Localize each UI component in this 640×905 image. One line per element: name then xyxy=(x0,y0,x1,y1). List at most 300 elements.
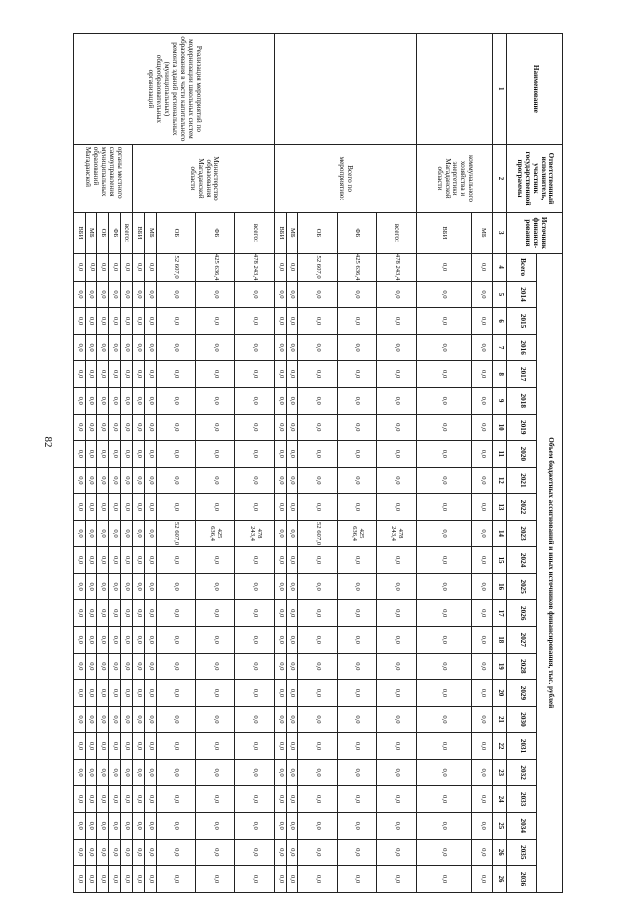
value-cell: 0,0 xyxy=(133,706,145,733)
value-cell: 0,0 xyxy=(156,759,195,786)
value-cell: 0,0 xyxy=(133,414,145,441)
value-cell: 0,0 xyxy=(337,812,376,839)
value-cell: 0,0 xyxy=(74,786,86,813)
value-cell: 0,0 xyxy=(156,627,195,654)
value-cell: 0,0 xyxy=(235,414,274,441)
value-cell: 0,0 xyxy=(133,627,145,654)
value-cell: 0,0 xyxy=(120,866,133,893)
value-cell: 0,0 xyxy=(120,281,133,308)
value-cell: 0,0 xyxy=(377,494,416,521)
value-cell: 0,0 xyxy=(133,547,145,574)
value-cell: 0,0 xyxy=(235,627,274,654)
value-cell: 0,0 xyxy=(109,441,121,468)
header-year: 2030 xyxy=(507,706,537,733)
value-cell: 0,0 xyxy=(472,759,493,786)
source-cell: ВБИ xyxy=(416,213,472,253)
value-cell: 0,0 xyxy=(109,361,121,388)
value-cell: 0,0 xyxy=(286,494,298,521)
value-cell: 0,0 xyxy=(235,308,274,335)
source-cell: ФБ xyxy=(337,213,376,253)
header-year: 2025 xyxy=(507,573,537,600)
total-cell: 0,0 xyxy=(85,253,97,281)
source-cell: ФБ xyxy=(109,213,121,253)
value-cell: 0,0 xyxy=(144,627,156,654)
value-cell: 0,0 xyxy=(416,308,472,335)
value-cell: 0,0 xyxy=(156,653,195,680)
value-cell: 0,0 xyxy=(133,653,145,680)
value-cell: 0,0 xyxy=(144,866,156,893)
index-cell: 15 xyxy=(493,547,507,574)
source-cell: всего: xyxy=(377,213,416,253)
value-cell: 0,0 xyxy=(196,281,235,308)
value-cell: 0,0 xyxy=(156,414,195,441)
value-cell: 0,0 xyxy=(74,494,86,521)
value-cell: 0,0 xyxy=(85,600,97,627)
value-cell: 0,0 xyxy=(133,308,145,335)
value-cell: 0,0 xyxy=(472,334,493,361)
header-year: 2033 xyxy=(507,786,537,813)
value-cell: 0,0 xyxy=(472,308,493,335)
value-cell: 0,0 xyxy=(109,733,121,760)
header-year: 2027 xyxy=(507,627,537,654)
value-cell: 0,0 xyxy=(274,812,286,839)
header-year: 2015 xyxy=(507,308,537,335)
index-cell: 5 xyxy=(493,281,507,308)
table-row xyxy=(235,34,274,893)
value-cell: 0,0 xyxy=(74,706,86,733)
value-cell: 0,0 xyxy=(235,494,274,521)
total-cell: 0,0 xyxy=(416,253,472,281)
value-cell: 0,0 xyxy=(156,812,195,839)
value-cell: 0,0 xyxy=(109,573,121,600)
value-cell: 0,0 xyxy=(472,467,493,494)
value-cell: 0,0 xyxy=(74,281,86,308)
value-cell: 0,0 xyxy=(97,467,109,494)
value-cell: 0,0 xyxy=(298,733,337,760)
header-year: 2028 xyxy=(507,653,537,680)
index-cell: 16 xyxy=(493,573,507,600)
value-cell: 0,0 xyxy=(274,653,286,680)
value-cell: 0,0 xyxy=(144,334,156,361)
value-cell: 0,0 xyxy=(416,786,472,813)
value-cell: 0,0 xyxy=(156,494,195,521)
value-cell: 0,0 xyxy=(85,759,97,786)
value-cell: 0,0 xyxy=(85,520,97,547)
value-cell: 0,0 xyxy=(286,759,298,786)
value-cell: 0,0 xyxy=(286,600,298,627)
value-cell: 0,0 xyxy=(472,547,493,574)
value-cell: 0,0 xyxy=(235,573,274,600)
value-cell: 0,0 xyxy=(298,547,337,574)
total-cell: 0,0 xyxy=(133,253,145,281)
value-cell: 0,0 xyxy=(85,839,97,866)
value-cell: 0,0 xyxy=(472,786,493,813)
value-cell: 0,0 xyxy=(337,733,376,760)
value-cell: 0,0 xyxy=(337,653,376,680)
value-cell: 0,0 xyxy=(144,441,156,468)
value-cell: 425 636,4 xyxy=(337,520,376,547)
value-cell: 478 243,4 xyxy=(235,520,274,547)
header-year: 2022 xyxy=(507,494,537,521)
value-cell: 0,0 xyxy=(109,387,121,414)
value-cell: 0,0 xyxy=(120,839,133,866)
value-cell: 52 607,0 xyxy=(156,520,195,547)
value-cell: 0,0 xyxy=(196,573,235,600)
value-cell: 0,0 xyxy=(416,733,472,760)
value-cell: 0,0 xyxy=(337,281,376,308)
source-cell: ВБИ xyxy=(274,213,286,253)
value-cell: 0,0 xyxy=(74,812,86,839)
header-year: 2031 xyxy=(507,733,537,760)
value-cell: 0,0 xyxy=(416,573,472,600)
value-cell: 0,0 xyxy=(120,520,133,547)
value-cell: 0,0 xyxy=(377,627,416,654)
value-cell: 0,0 xyxy=(97,441,109,468)
value-cell: 0,0 xyxy=(274,627,286,654)
total-cell: 478 243,4 xyxy=(377,253,416,281)
index-cell: 13 xyxy=(493,494,507,521)
value-cell: 0,0 xyxy=(74,627,86,654)
table-row xyxy=(120,34,133,893)
source-cell: всего: xyxy=(235,213,274,253)
value-cell: 0,0 xyxy=(144,759,156,786)
value-cell: 0,0 xyxy=(196,627,235,654)
value-cell: 0,0 xyxy=(133,494,145,521)
value-cell: 0,0 xyxy=(120,361,133,388)
program-name-cell xyxy=(274,34,416,145)
value-cell: 0,0 xyxy=(337,680,376,707)
value-cell: 0,0 xyxy=(377,839,416,866)
value-cell: 0,0 xyxy=(416,281,472,308)
value-cell: 0,0 xyxy=(144,839,156,866)
total-cell: 0,0 xyxy=(286,253,298,281)
value-cell: 0,0 xyxy=(472,494,493,521)
value-cell: 0,0 xyxy=(377,308,416,335)
value-cell: 425 636,4 xyxy=(196,520,235,547)
value-cell: 0,0 xyxy=(97,573,109,600)
value-cell: 0,0 xyxy=(298,680,337,707)
value-cell: 0,0 xyxy=(377,361,416,388)
value-cell: 0,0 xyxy=(97,866,109,893)
value-cell: 0,0 xyxy=(472,653,493,680)
rotated-table-container xyxy=(73,33,563,893)
value-cell: 0,0 xyxy=(298,281,337,308)
value-cell: 0,0 xyxy=(416,759,472,786)
value-cell: 52 607,0 xyxy=(298,520,337,547)
value-cell: 0,0 xyxy=(286,866,298,893)
header-volume: Объем бюджетных ассигнований и иных источников финансирования, тыс. рублей xyxy=(537,253,563,893)
value-cell: 0,0 xyxy=(377,680,416,707)
value-cell: 0,0 xyxy=(109,866,121,893)
value-cell: 0,0 xyxy=(337,334,376,361)
value-cell: 0,0 xyxy=(144,733,156,760)
source-cell: ОБ xyxy=(97,213,109,253)
value-cell: 0,0 xyxy=(74,600,86,627)
value-cell: 0,0 xyxy=(85,361,97,388)
value-cell: 0,0 xyxy=(97,680,109,707)
value-cell: 0,0 xyxy=(286,547,298,574)
total-cell: 0,0 xyxy=(144,253,156,281)
value-cell: 0,0 xyxy=(337,361,376,388)
value-cell: 0,0 xyxy=(144,414,156,441)
value-cell: 0,0 xyxy=(416,467,472,494)
value-cell: 0,0 xyxy=(235,334,274,361)
value-cell: 0,0 xyxy=(298,759,337,786)
value-cell: 0,0 xyxy=(416,812,472,839)
value-cell: 0,0 xyxy=(133,441,145,468)
value-cell: 0,0 xyxy=(286,839,298,866)
value-cell: 0,0 xyxy=(235,387,274,414)
value-cell: 0,0 xyxy=(235,866,274,893)
value-cell: 0,0 xyxy=(196,494,235,521)
value-cell: 0,0 xyxy=(97,334,109,361)
value-cell: 0,0 xyxy=(472,441,493,468)
value-cell: 0,0 xyxy=(286,281,298,308)
value-cell: 0,0 xyxy=(85,414,97,441)
value-cell: 0,0 xyxy=(74,441,86,468)
header-year: 2023 xyxy=(507,520,537,547)
value-cell: 0,0 xyxy=(274,866,286,893)
value-cell: 0,0 xyxy=(156,361,195,388)
value-cell: 0,0 xyxy=(472,812,493,839)
value-cell: 0,0 xyxy=(144,308,156,335)
value-cell: 0,0 xyxy=(97,547,109,574)
value-cell: 0,0 xyxy=(156,706,195,733)
value-cell: 0,0 xyxy=(97,308,109,335)
value-cell: 0,0 xyxy=(274,547,286,574)
value-cell: 0,0 xyxy=(337,494,376,521)
value-cell: 0,0 xyxy=(472,600,493,627)
value-cell: 0,0 xyxy=(156,441,195,468)
total-cell: 0,0 xyxy=(472,253,493,281)
total-cell: 0,0 xyxy=(97,253,109,281)
value-cell: 0,0 xyxy=(133,680,145,707)
value-cell: 0,0 xyxy=(97,812,109,839)
value-cell: 0,0 xyxy=(286,387,298,414)
value-cell: 0,0 xyxy=(85,387,97,414)
value-cell: 0,0 xyxy=(74,680,86,707)
total-cell: 0,0 xyxy=(74,253,86,281)
value-cell: 0,0 xyxy=(109,653,121,680)
value-cell: 0,0 xyxy=(377,786,416,813)
program-name-cell xyxy=(416,34,493,145)
value-cell: 0,0 xyxy=(337,786,376,813)
value-cell: 0,0 xyxy=(337,414,376,441)
total-cell: 425 636,4 xyxy=(196,253,235,281)
total-cell: 478 243,4 xyxy=(235,253,274,281)
source-cell: ФБ xyxy=(196,213,235,253)
value-cell: 0,0 xyxy=(97,627,109,654)
header-year: 2029 xyxy=(507,680,537,707)
value-cell: 0,0 xyxy=(377,467,416,494)
header-year: 2035 xyxy=(507,839,537,866)
value-cell: 0,0 xyxy=(298,414,337,441)
value-cell: 0,0 xyxy=(74,520,86,547)
value-cell: 0,0 xyxy=(235,733,274,760)
value-cell: 0,0 xyxy=(85,866,97,893)
value-cell: 0,0 xyxy=(196,334,235,361)
value-cell: 0,0 xyxy=(274,733,286,760)
value-cell: 0,0 xyxy=(286,361,298,388)
value-cell: 0,0 xyxy=(196,680,235,707)
executor-cell: Министерство образования Магаданской области xyxy=(133,144,275,212)
value-cell: 0,0 xyxy=(298,467,337,494)
value-cell: 0,0 xyxy=(85,786,97,813)
value-cell: 0,0 xyxy=(377,759,416,786)
value-cell: 0,0 xyxy=(109,786,121,813)
value-cell: 0,0 xyxy=(196,733,235,760)
value-cell: 0,0 xyxy=(156,573,195,600)
value-cell: 0,0 xyxy=(196,387,235,414)
value-cell: 0,0 xyxy=(85,441,97,468)
value-cell: 0,0 xyxy=(377,866,416,893)
value-cell: 0,0 xyxy=(472,573,493,600)
value-cell: 0,0 xyxy=(235,759,274,786)
value-cell: 0,0 xyxy=(472,680,493,707)
value-cell: 0,0 xyxy=(120,733,133,760)
value-cell: 0,0 xyxy=(337,547,376,574)
value-cell: 0,0 xyxy=(274,361,286,388)
value-cell: 0,0 xyxy=(235,547,274,574)
value-cell: 0,0 xyxy=(416,387,472,414)
value-cell: 0,0 xyxy=(286,520,298,547)
value-cell: 0,0 xyxy=(133,600,145,627)
value-cell: 0,0 xyxy=(377,733,416,760)
value-cell: 0,0 xyxy=(120,441,133,468)
value-cell: 0,0 xyxy=(416,627,472,654)
value-cell: 0,0 xyxy=(109,281,121,308)
value-cell: 0,0 xyxy=(235,281,274,308)
index-cell: 19 xyxy=(493,653,507,680)
total-cell: 52 607,0 xyxy=(298,253,337,281)
value-cell: 0,0 xyxy=(337,441,376,468)
value-cell: 0,0 xyxy=(196,441,235,468)
value-cell: 0,0 xyxy=(144,600,156,627)
value-cell: 0,0 xyxy=(286,414,298,441)
value-cell: 0,0 xyxy=(298,706,337,733)
value-cell: 0,0 xyxy=(85,547,97,574)
value-cell: 0,0 xyxy=(97,414,109,441)
value-cell: 0,0 xyxy=(472,866,493,893)
source-cell: ВБИ xyxy=(74,213,86,253)
value-cell: 0,0 xyxy=(298,627,337,654)
value-cell: 0,0 xyxy=(377,812,416,839)
value-cell: 0,0 xyxy=(377,334,416,361)
index-cell: 26 xyxy=(493,866,507,893)
value-cell: 0,0 xyxy=(196,467,235,494)
value-cell: 0,0 xyxy=(472,839,493,866)
value-cell: 0,0 xyxy=(120,308,133,335)
value-cell: 0,0 xyxy=(416,441,472,468)
value-cell: 478 243,4 xyxy=(377,520,416,547)
value-cell: 0,0 xyxy=(235,786,274,813)
value-cell: 0,0 xyxy=(120,414,133,441)
value-cell: 0,0 xyxy=(337,573,376,600)
value-cell: 0,0 xyxy=(196,653,235,680)
value-cell: 0,0 xyxy=(286,467,298,494)
value-cell: 0,0 xyxy=(377,600,416,627)
value-cell: 0,0 xyxy=(274,441,286,468)
value-cell: 0,0 xyxy=(97,653,109,680)
source-cell: МБ xyxy=(144,213,156,253)
value-cell: 0,0 xyxy=(286,653,298,680)
value-cell: 0,0 xyxy=(133,520,145,547)
value-cell: 0,0 xyxy=(235,706,274,733)
value-cell: 0,0 xyxy=(133,786,145,813)
value-cell: 0,0 xyxy=(416,839,472,866)
value-cell: 0,0 xyxy=(144,573,156,600)
value-cell: 0,0 xyxy=(109,334,121,361)
value-cell: 0,0 xyxy=(109,839,121,866)
value-cell: 0,0 xyxy=(472,627,493,654)
index-cell: 1 xyxy=(493,34,507,145)
value-cell: 0,0 xyxy=(156,786,195,813)
value-cell: 0,0 xyxy=(416,414,472,441)
value-cell: 0,0 xyxy=(120,334,133,361)
value-cell: 0,0 xyxy=(472,361,493,388)
value-cell: 0,0 xyxy=(74,759,86,786)
value-cell: 0,0 xyxy=(416,361,472,388)
index-cell: 22 xyxy=(493,733,507,760)
value-cell: 0,0 xyxy=(109,680,121,707)
value-cell: 0,0 xyxy=(298,786,337,813)
value-cell: 0,0 xyxy=(337,387,376,414)
value-cell: 0,0 xyxy=(97,387,109,414)
value-cell: 0,0 xyxy=(133,866,145,893)
value-cell: 0,0 xyxy=(85,706,97,733)
value-cell: 0,0 xyxy=(416,653,472,680)
value-cell: 0,0 xyxy=(196,414,235,441)
header-year: 2026 xyxy=(507,600,537,627)
total-cell: 0,0 xyxy=(109,253,121,281)
value-cell: 0,0 xyxy=(144,680,156,707)
value-cell: 0,0 xyxy=(274,387,286,414)
value-cell: 0,0 xyxy=(120,812,133,839)
value-cell: 0,0 xyxy=(109,494,121,521)
table-row xyxy=(537,34,563,893)
value-cell: 0,0 xyxy=(298,441,337,468)
value-cell: 0,0 xyxy=(196,600,235,627)
value-cell: 0,0 xyxy=(144,387,156,414)
value-cell: 0,0 xyxy=(274,839,286,866)
value-cell: 0,0 xyxy=(97,839,109,866)
value-cell: 0,0 xyxy=(298,334,337,361)
value-cell: 0,0 xyxy=(472,387,493,414)
value-cell: 0,0 xyxy=(74,866,86,893)
value-cell: 0,0 xyxy=(274,414,286,441)
value-cell: 0,0 xyxy=(156,680,195,707)
value-cell: 0,0 xyxy=(298,866,337,893)
value-cell: 0,0 xyxy=(377,387,416,414)
header-total: Всего xyxy=(507,253,537,281)
value-cell: 0,0 xyxy=(196,308,235,335)
value-cell: 0,0 xyxy=(235,600,274,627)
value-cell: 0,0 xyxy=(274,573,286,600)
value-cell: 0,0 xyxy=(286,573,298,600)
value-cell: 0,0 xyxy=(298,839,337,866)
value-cell: 0,0 xyxy=(337,706,376,733)
value-cell: 0,0 xyxy=(416,520,472,547)
value-cell: 0,0 xyxy=(196,706,235,733)
index-cell: 8 xyxy=(493,361,507,388)
source-cell: ВБИ xyxy=(133,213,145,253)
value-cell: 0,0 xyxy=(74,573,86,600)
value-cell: 0,0 xyxy=(298,361,337,388)
value-cell: 0,0 xyxy=(156,387,195,414)
value-cell: 0,0 xyxy=(133,759,145,786)
value-cell: 0,0 xyxy=(472,281,493,308)
source-cell: МБ xyxy=(85,213,97,253)
